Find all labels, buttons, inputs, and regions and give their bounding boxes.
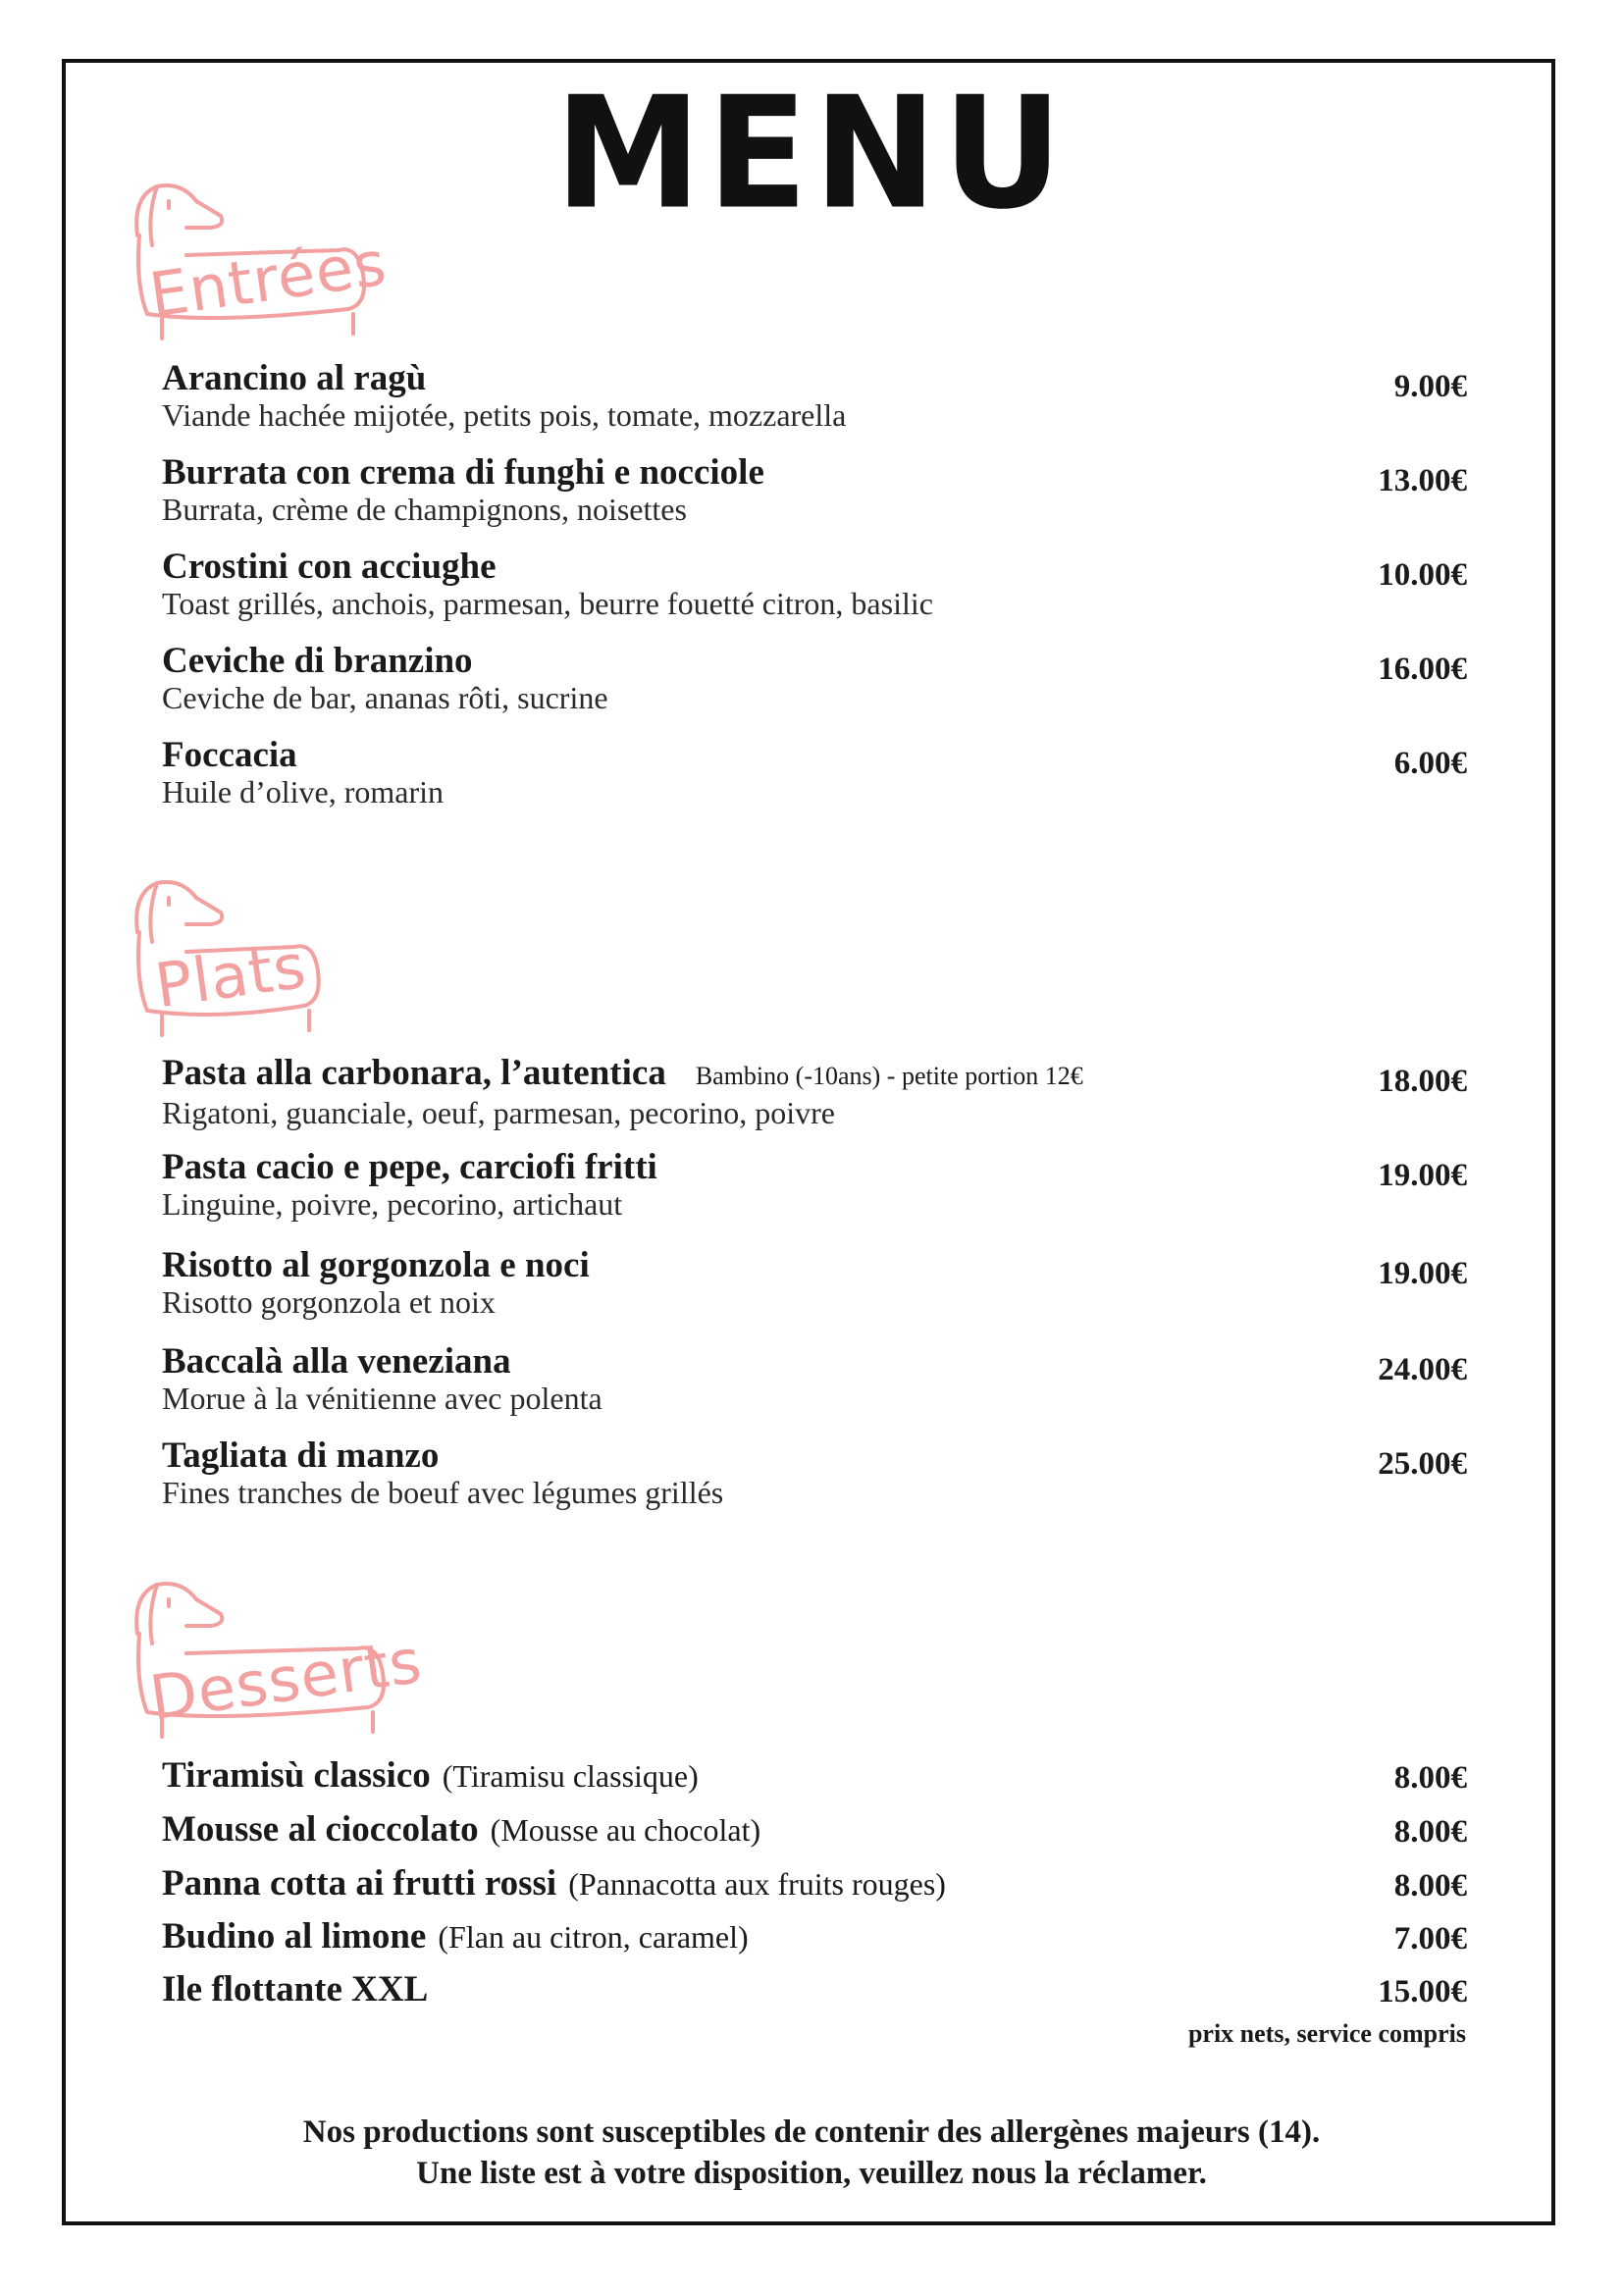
dessert-translation: (Flan au citron, caramel): [438, 1919, 749, 1955]
menu-item: [162, 1342, 1467, 1415]
allergen-notice: [0, 2112, 1623, 2194]
dessert-price: 15.00€: [1378, 1974, 1467, 2009]
section-badge-entrees: [128, 177, 392, 343]
item-name-text: Pasta alla carbonara, l’autentica: [162, 1053, 666, 1093]
dessert-translation: (Tiramisu classique): [442, 1758, 699, 1794]
price-note: prix nets, service compris: [1187, 2019, 1466, 2048]
dessert-item: [162, 1970, 1467, 2009]
menu-item: [162, 359, 1467, 432]
item-note: Bambino (-10ans) - petite portion 12€: [695, 1062, 1083, 1090]
item-description: Rigatoni, guanciale, oeuf, parmesan, pecorino, poivre: [162, 1095, 835, 1130]
item-description: Huile d’olive, romarin: [162, 774, 445, 809]
item-description: Linguine, poivre, pecorino, artichaut: [162, 1186, 623, 1222]
item-price: 6.00€: [1393, 746, 1467, 781]
item-price: 10.00€: [1378, 557, 1467, 593]
dessert-name: Panna cotta ai frutti rossi: [162, 1863, 557, 1904]
item-price: 9.00€: [1393, 369, 1467, 404]
dessert-price: 8.00€: [1393, 1868, 1467, 1904]
allergen-line-2: Une liste est à votre disposition, veuillez nous la réclamer.: [416, 2156, 1207, 2191]
item-name: Burrata con crema di funghi e nocciole: [162, 452, 764, 493]
section-title-desserts: Desserts: [145, 1624, 427, 1735]
dessert-price: 8.00€: [1393, 1814, 1467, 1850]
dessert-line: [162, 1864, 1467, 1904]
dessert-line: [162, 1810, 1467, 1850]
dessert-name: Budino al limone: [162, 1916, 427, 1957]
item-price: 24.00€: [1378, 1352, 1467, 1387]
item-name: Crostini con acciughe: [162, 547, 497, 587]
item-name: Pasta cacio e pepe, carciofi fritti: [162, 1147, 657, 1187]
menu-item: [162, 1054, 1467, 1129]
dessert-name: Mousse al cioccolato: [162, 1809, 479, 1850]
menu-item: [162, 736, 1467, 809]
item-name: [162, 1054, 1467, 1096]
item-name: Risotto al gorgonzola e noci: [162, 1245, 590, 1285]
item-price: 18.00€: [1378, 1064, 1467, 1099]
menu-item: [162, 453, 1467, 526]
section-title-entrees: Entrées: [145, 227, 392, 332]
dessert-item: [162, 1756, 1467, 1796]
section-badge-desserts: [128, 1575, 427, 1742]
menu-item: [162, 1148, 1467, 1221]
item-description: Risotto gorgonzola et noix: [162, 1284, 496, 1320]
item-price: 19.00€: [1378, 1158, 1467, 1193]
menu-item: [162, 642, 1467, 714]
menu-item: [162, 548, 1467, 620]
menu-item: [162, 1246, 1467, 1319]
item-description: Fines tranches de boeuf avec légumes grillés: [162, 1475, 724, 1510]
dessert-item: [162, 1917, 1467, 1957]
item-name: Foccacia: [162, 735, 297, 775]
item-price: 13.00€: [1378, 463, 1467, 498]
section-title-plats: Plats: [150, 929, 311, 1022]
item-description: Viande hachée mijotée, petits pois, tomate, mozzarella: [162, 397, 847, 433]
dessert-line: [162, 1756, 1467, 1796]
item-price: 16.00€: [1378, 652, 1467, 687]
dessert-name: Ile flottante XXL: [162, 1969, 429, 2009]
item-name: Tagliata di manzo: [162, 1435, 440, 1476]
dessert-translation: (Mousse au chocolat): [490, 1812, 761, 1848]
menu-item: [162, 1436, 1467, 1509]
dessert-line: [162, 1970, 1467, 2009]
allergen-line-1: Nos productions sont susceptibles de contenir des allergènes majeurs (14).: [302, 2114, 1321, 2150]
item-description: Ceviche de bar, ananas rôti, sucrine: [162, 680, 608, 715]
item-description: Burrata, crème de champignons, noisettes: [162, 492, 687, 527]
dessert-price: 8.00€: [1393, 1760, 1467, 1796]
dessert-price: 7.00€: [1393, 1921, 1467, 1957]
item-name: Arancino al ragù: [162, 358, 427, 398]
item-name: Ceviche di branzino: [162, 641, 473, 681]
dessert-item: [162, 1810, 1467, 1850]
item-description: Morue à la vénitienne avec polenta: [162, 1381, 602, 1416]
page-title: MENU: [554, 64, 1069, 244]
dessert-item: [162, 1864, 1467, 1904]
item-name: Baccalà alla veneziana: [162, 1341, 511, 1382]
item-price: 19.00€: [1378, 1256, 1467, 1291]
item-price: 25.00€: [1378, 1446, 1467, 1482]
dessert-name: Tiramisù classico: [162, 1755, 431, 1796]
section-badge-plats: [128, 873, 334, 1040]
item-description: Toast grillés, anchois, parmesan, beurre fouetté citron, basilic: [162, 586, 933, 621]
dessert-line: [162, 1917, 1467, 1957]
dessert-translation: (Pannacotta aux fruits rouges): [568, 1866, 946, 1902]
